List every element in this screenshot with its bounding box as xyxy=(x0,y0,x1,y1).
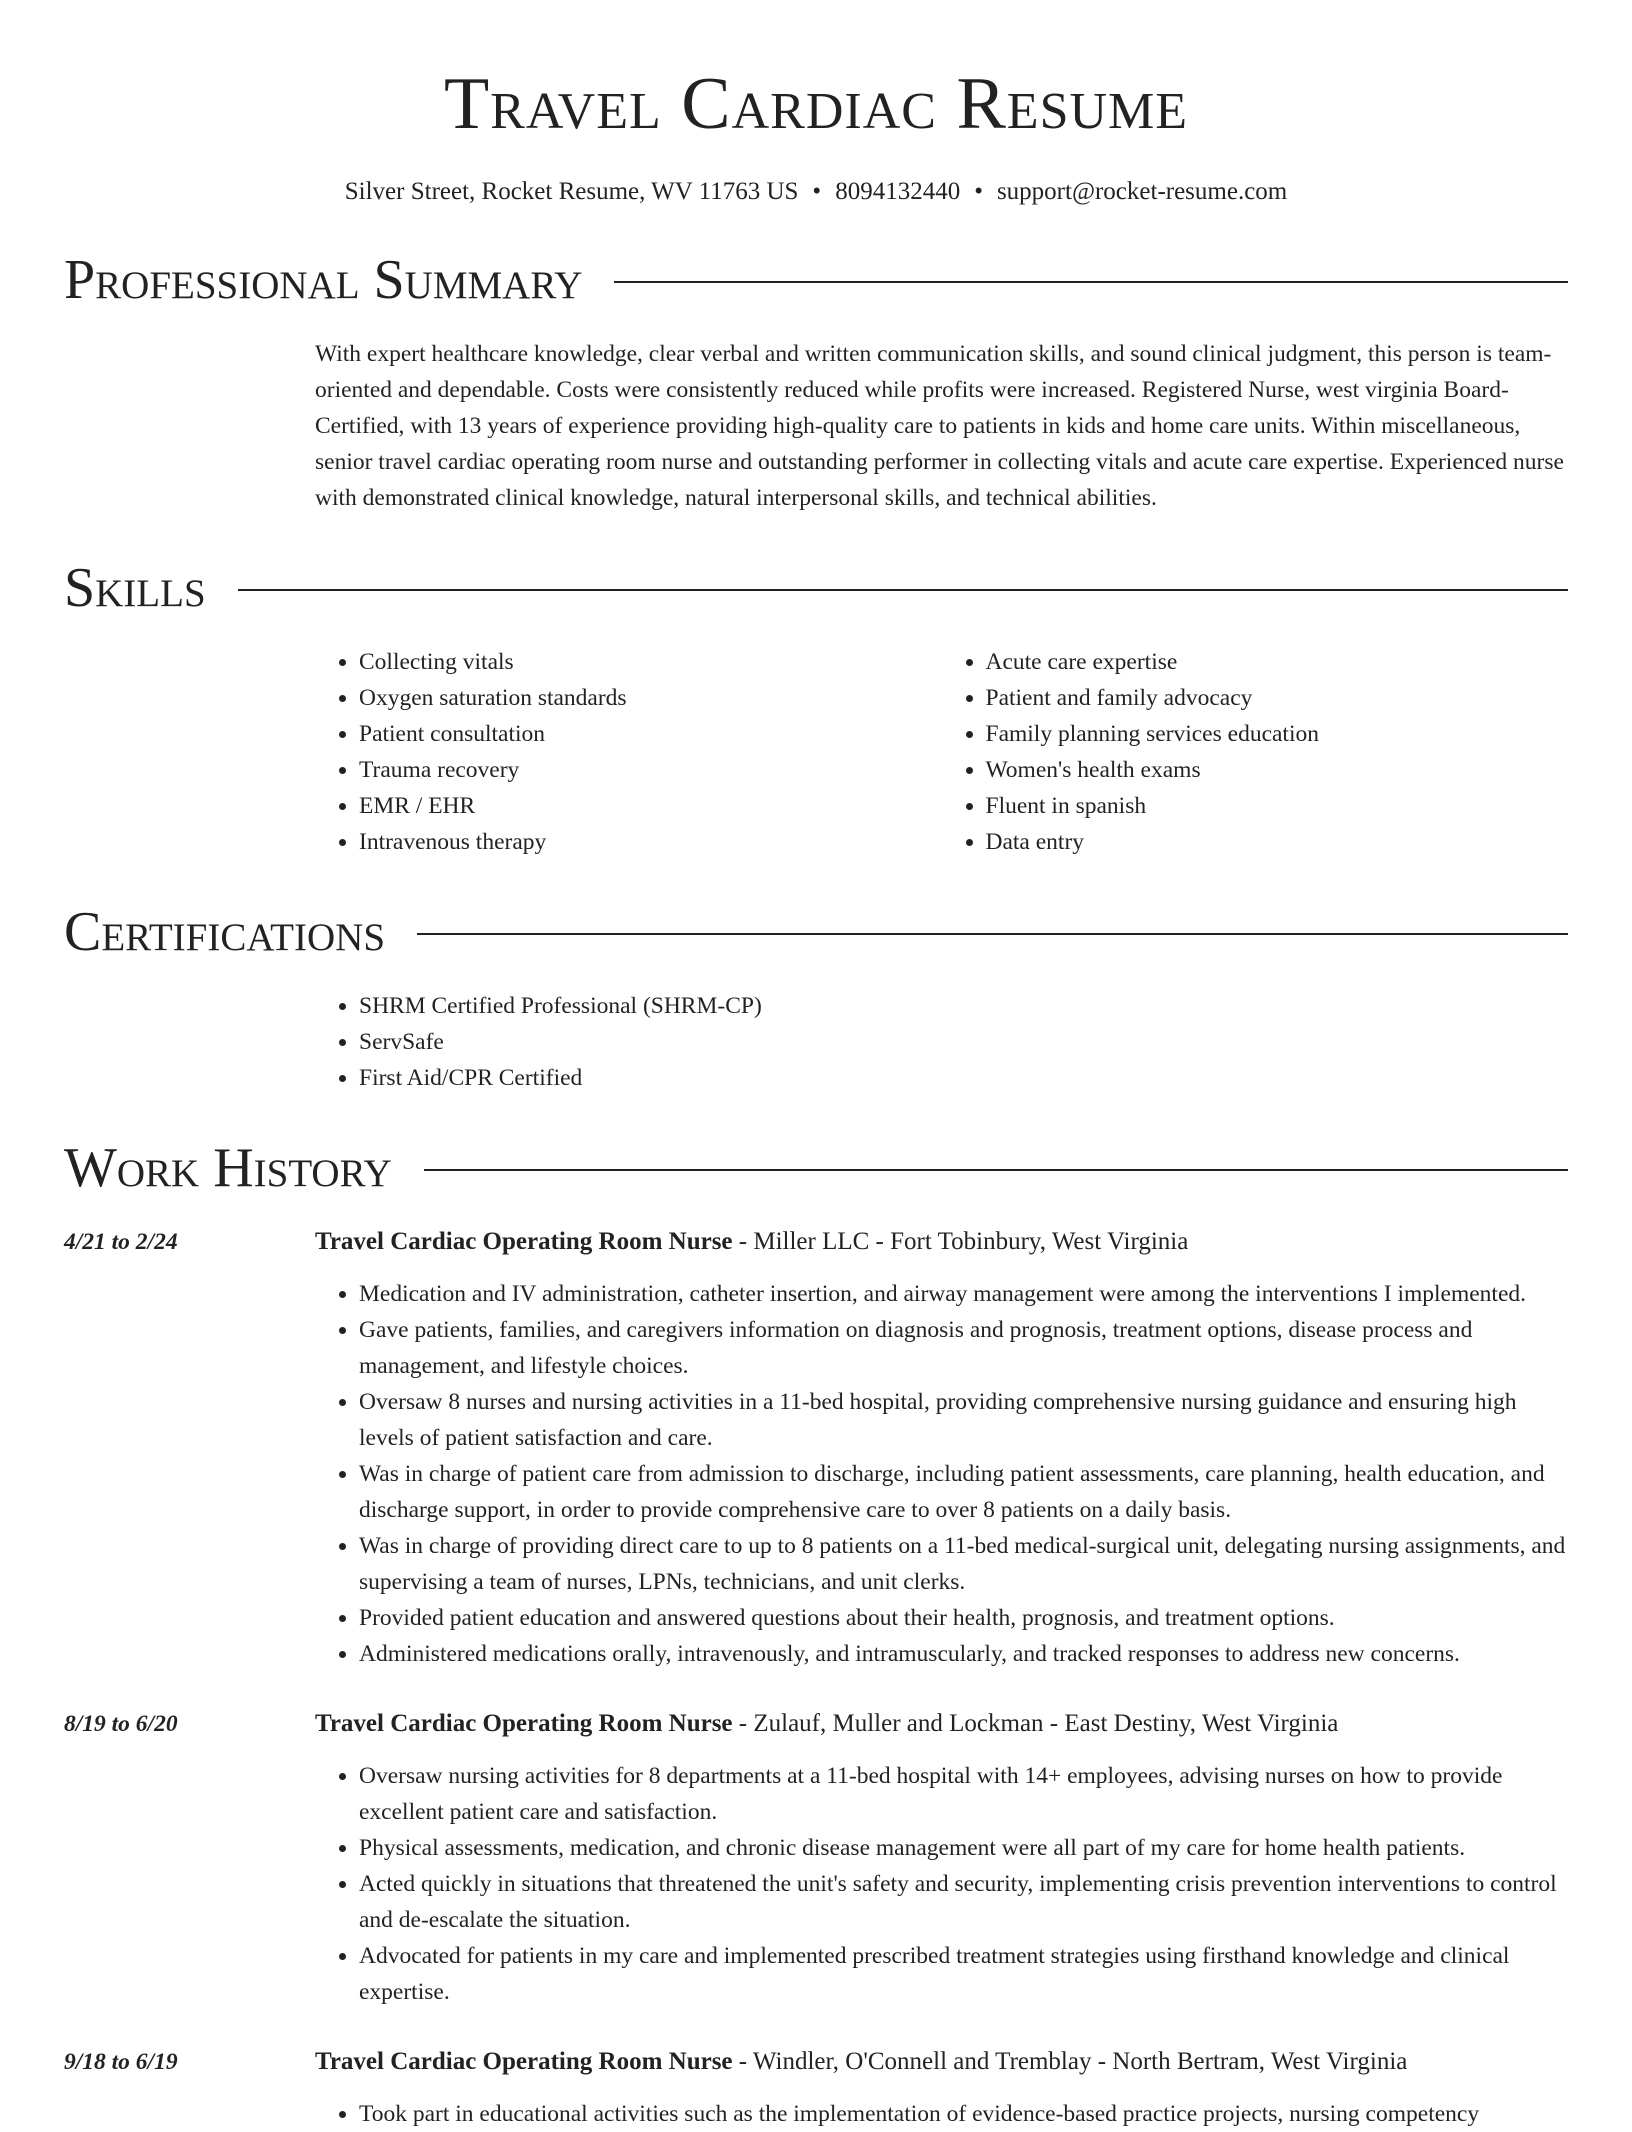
skills-column-left xyxy=(315,644,942,860)
job-dates: 8/19 to 6/20 xyxy=(64,1711,178,1737)
job-entry xyxy=(64,1224,1568,1672)
resume-title: Travel Cardiac Resume xyxy=(443,63,1189,145)
skill-item: • Patient consultation xyxy=(359,716,942,752)
certifications-section-header xyxy=(64,900,1568,964)
section-divider xyxy=(238,589,1568,591)
contact-line xyxy=(64,176,1568,208)
section-divider xyxy=(417,933,1568,935)
job-bullet: • Was in charge of providing direct care to up to 8 patients on a 11-bed medical-surgical unit, delegating nursing assignments, and supervising a team of nurses, LPNs, technicians, and unit clerks. xyxy=(359,1528,1568,1600)
job-bullet: • Advocated for patients in my care and implemented prescribed treatment strategies using firsthand knowledge and clinical expertise. xyxy=(359,1938,1568,2010)
address: Silver Street, Rocket Resume, WV 11763 US xyxy=(344,178,799,205)
skill-item: • Women's health exams xyxy=(986,752,1569,788)
skills-heading: Skills xyxy=(64,557,206,619)
phone: 8094132440 xyxy=(835,178,961,205)
certifications-heading: Certifications xyxy=(64,901,386,963)
job-bullet: • Medication and IV administration, catheter insertion, and airway management were among the interventions I implemented. xyxy=(359,1276,1568,1312)
skill-item: • Fluent in spanish xyxy=(986,788,1569,824)
separator-dot: • xyxy=(812,178,822,205)
certifications-list xyxy=(315,988,1568,1096)
section-divider xyxy=(614,281,1568,283)
job-dates: 9/18 to 6/19 xyxy=(64,2049,178,2075)
job-bullets xyxy=(315,1276,1568,1672)
job-bullet: • Provided patient education and answered questions about their health, prognosis, and treatment options. xyxy=(359,1600,1568,1636)
summary-text: With expert healthcare knowledge, clear verbal and written communication skills, and sound clinical judgment, this person is team-oriented and dependable. Costs were consistently reduced while profits were increased. Registered Nurse, west virginia Board-Certified, with 13 years of experience providing high-quality care to patients in kids and home care units. Within miscellaneous, senior travel cardiac operating room nurse and outstanding performer in collecting vitals and acute care expertise. Experienced nurse with demonstrated clinical knowledge, natural interpersonal skills, and technical abilities. xyxy=(315,341,1564,511)
skills-column-right xyxy=(942,644,1569,860)
job-entry xyxy=(64,1706,1568,2010)
job-bullet: • Oversaw nursing activities for 8 departments at a 11-bed hospital with 14+ employees, advising nurses on how to provide excellent patient care and satisfaction. xyxy=(359,1758,1568,1830)
work-history-section-header xyxy=(64,1136,1568,1200)
summary-heading: Professional Summary xyxy=(64,249,583,311)
job-bullets xyxy=(315,1758,1568,2010)
job-bullets xyxy=(315,2096,1568,2132)
skills-grid xyxy=(315,644,1568,860)
skill-item: • Collecting vitals xyxy=(359,644,942,680)
skill-item: • Acute care expertise xyxy=(986,644,1569,680)
job-entry xyxy=(64,2044,1568,2132)
job-employer: - Miller LLC - Fort Tobinbury, West Virginia xyxy=(732,1228,1189,1255)
certification-item: • First Aid/CPR Certified xyxy=(359,1060,1568,1096)
job-title-line xyxy=(315,1706,1568,1742)
skill-item: • Patient and family advocacy xyxy=(986,680,1569,716)
job-bullet: • Took part in educational activities such as the implementation of evidence-based practice projects, nursing competency xyxy=(359,2096,1568,2132)
job-bullet: • Gave patients, families, and caregivers information on diagnosis and prognosis, treatment options, disease process and management, and lifestyle choices. xyxy=(359,1312,1568,1384)
job-bullet: • Was in charge of patient care from admission to discharge, including patient assessments, care planning, health education, and discharge support, in order to provide comprehensive care to over 8 patients on a daily basis. xyxy=(359,1456,1568,1528)
email: support@rocket-resume.com xyxy=(996,178,1288,205)
skill-item: • Intravenous therapy xyxy=(359,824,942,860)
job-bullet: • Acted quickly in situations that threatened the unit's safety and security, implementing crisis prevention interventions to control and de-escalate the situation. xyxy=(359,1866,1568,1938)
job-employer: - Windler, O'Connell and Tremblay - North Bertram, West Virginia xyxy=(732,2048,1408,2075)
skill-item: • EMR / EHR xyxy=(359,788,942,824)
section-divider xyxy=(424,1169,1568,1171)
separator-dot: • xyxy=(974,178,983,205)
job-title: Travel Cardiac Operating Room Nurse xyxy=(315,2048,733,2075)
job-dates: 4/21 to 2/24 xyxy=(64,1229,178,1255)
skill-item: • Oxygen saturation standards xyxy=(359,680,942,716)
skill-item: • Data entry xyxy=(986,824,1569,860)
work-history-heading: Work History xyxy=(64,1137,392,1199)
skill-item: • Trauma recovery xyxy=(359,752,942,788)
skills-section-header xyxy=(64,556,1568,620)
job-title: Travel Cardiac Operating Room Nurse xyxy=(315,1710,733,1737)
job-bullet: • Oversaw 8 nurses and nursing activities in a 11-bed hospital, providing comprehensive nursing guidance and ensuring high levels of patient satisfaction and care. xyxy=(359,1384,1568,1456)
job-bullet: • Physical assessments, medication, and chronic disease management were all part of my care for home health patients. xyxy=(359,1830,1568,1866)
job-title-line xyxy=(315,2044,1568,2080)
job-title-line xyxy=(315,1224,1568,1260)
job-bullet: • Administered medications orally, intravenously, and intramuscularly, and tracked responses to address new concerns. xyxy=(359,1636,1568,1672)
job-title: Travel Cardiac Operating Room Nurse xyxy=(315,1228,733,1255)
certification-item: • ServSafe xyxy=(359,1024,1568,1060)
summary-section-header xyxy=(64,248,1568,312)
certification-item: • SHRM Certified Professional (SHRM-CP) xyxy=(359,988,1568,1024)
job-employer: - Zulauf, Muller and Lockman - East Destiny, West Virginia xyxy=(732,1710,1339,1737)
skill-item: • Family planning services education xyxy=(986,716,1569,752)
